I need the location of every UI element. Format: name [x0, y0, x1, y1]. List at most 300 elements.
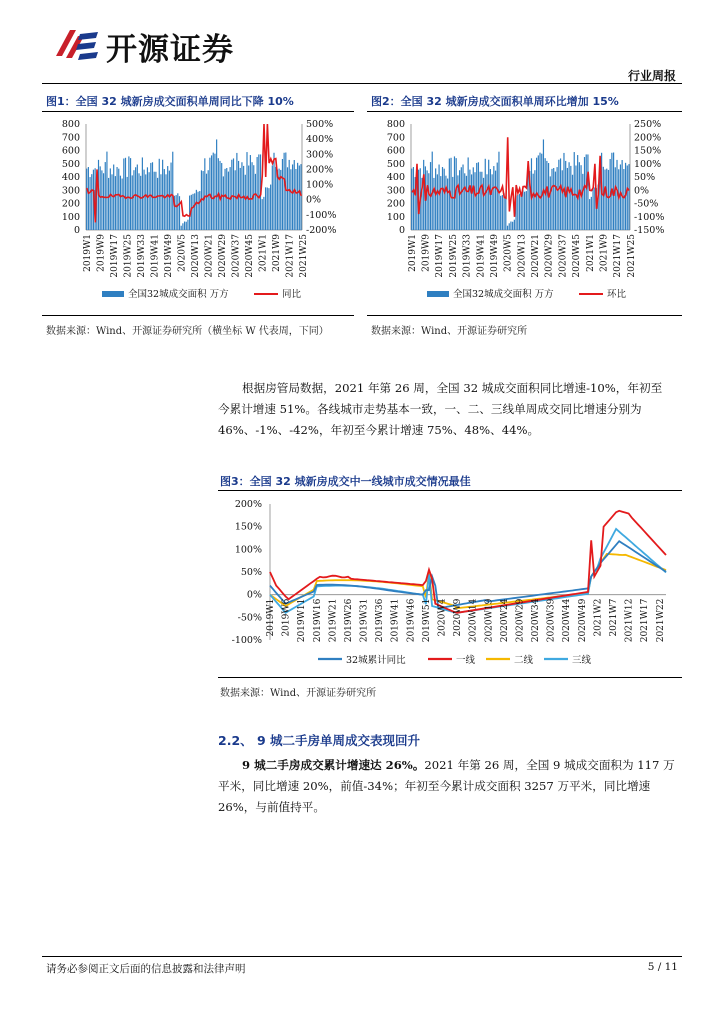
area-bar [88, 167, 89, 230]
x-tick-label: 2020W13 [517, 234, 528, 278]
left-tick-label: 600 [386, 145, 405, 157]
area-bar [272, 166, 273, 230]
legend-swatch-area [102, 291, 124, 297]
area-bar [196, 190, 197, 230]
x-tick-label: 2021W1 [585, 234, 596, 272]
area-bar [235, 170, 236, 230]
left-tick-label: 500 [386, 158, 405, 170]
right-tick-label: 300% [306, 149, 334, 161]
area-bar [584, 157, 585, 230]
figure1-bottom-rule [42, 315, 354, 316]
header-rule [42, 83, 682, 84]
area-bar [507, 226, 508, 230]
area-bar [246, 152, 247, 230]
area-bar [562, 170, 563, 230]
area-bar [164, 169, 165, 230]
area-bar [558, 160, 559, 230]
area-bar [543, 139, 544, 230]
area-bar [551, 169, 552, 230]
area-bar [223, 176, 224, 230]
x-tick-label: 2021W17 [285, 234, 296, 278]
legend-label: 三线 [572, 655, 592, 666]
area-bar [204, 158, 205, 230]
logo-mark-icon [50, 22, 102, 64]
series-line-first-tier [270, 511, 666, 613]
left-tick-label: 700 [61, 132, 80, 144]
area-bar [560, 158, 561, 230]
area-bar [182, 223, 183, 230]
legend-label-line: 环比 [607, 289, 627, 300]
area-bar [616, 160, 617, 230]
area-bar [442, 167, 443, 230]
area-bar [122, 179, 123, 230]
x-tick-label: 2019W49 [489, 234, 500, 278]
x-tick-label: 2021W22 [655, 598, 666, 643]
x-tick-label: 2020W5 [177, 234, 188, 272]
area-bar [116, 167, 117, 230]
x-tick-label: 2019W6 [281, 598, 292, 637]
area-bar [464, 173, 465, 230]
area-bar [199, 191, 200, 230]
area-bar [628, 164, 629, 230]
legend-label: 32城累计同比 [346, 655, 406, 666]
left-tick-label: 800 [61, 119, 80, 130]
area-bar [155, 172, 156, 230]
area-bar [130, 158, 131, 230]
area-bar [287, 167, 288, 230]
area-bar [592, 187, 593, 230]
x-tick-label: 2019W31 [359, 598, 370, 643]
area-bar [546, 161, 547, 230]
area-bar [241, 162, 242, 230]
area-bar [606, 169, 607, 230]
area-bar [603, 167, 604, 230]
x-tick-label: 2021W12 [624, 598, 635, 643]
area-bar [167, 166, 168, 230]
area-bar [213, 153, 214, 230]
area-bar [445, 176, 446, 230]
area-bar [428, 173, 429, 230]
area-bar [476, 163, 477, 230]
left-tick-label: 500 [61, 158, 80, 170]
area-bar [493, 166, 494, 230]
area-bar [250, 155, 251, 230]
area-bar [267, 188, 268, 230]
figure3-source: 数据来源：Wind、开源证券研究所 [220, 688, 377, 699]
left-tick-label: 400 [61, 172, 80, 183]
x-tick-label: 2019W49 [163, 234, 174, 278]
area-bar [423, 160, 424, 230]
area-bar [177, 193, 178, 230]
area-bar [86, 169, 87, 230]
x-tick-label: 2020W29 [217, 234, 228, 278]
right-tick-label: 150% [634, 145, 662, 157]
area-bar [226, 168, 227, 230]
x-tick-label: 2019W1 [266, 598, 276, 637]
legend-label: 二线 [514, 655, 534, 666]
area-bar [623, 169, 624, 230]
area-bar [120, 176, 121, 230]
area-bar [105, 162, 106, 230]
x-tick-label: 2021W1 [258, 234, 269, 272]
area-bar [133, 170, 134, 230]
area-bar [289, 160, 290, 230]
y-tick-label: -100% [231, 635, 262, 646]
area-bar [486, 174, 487, 230]
legend-label-area: 全国32城成交面积 万方 [453, 289, 554, 300]
area-bar [140, 176, 141, 230]
area-bar [497, 163, 498, 230]
y-tick-label: -50% [237, 612, 262, 624]
area-bar [510, 222, 511, 230]
right-tick-label: 200% [306, 164, 334, 176]
area-bar [137, 165, 138, 230]
area-bar [123, 158, 124, 230]
paragraph-line: 平米，同比增速 20%，前值-34%；年初至今累计成交面积 3257 万平米，同比增速 [218, 779, 651, 793]
x-tick-label: 2020W45 [244, 234, 255, 278]
area-bar [273, 153, 274, 230]
left-tick-label: 300 [386, 185, 405, 197]
area-bar [473, 167, 474, 230]
left-tick-label: 100 [386, 211, 405, 223]
paragraph-line: 2021 年第 26 周，全国 9 城成交面积为 117 万 [424, 758, 675, 772]
area-bar [138, 173, 139, 230]
area-bar [462, 165, 463, 230]
paragraph-line: 46%、-1%、-42%，年初至今累计增速 75%、48%、44%。 [218, 423, 540, 437]
paragraph-line: 今累计增速 51%。各线城市走势基本一致，一、二、三线单周成交同比增速分别为 [218, 402, 642, 416]
x-tick-label: 2019W9 [96, 234, 107, 272]
area-bar [514, 220, 515, 230]
area-bar [263, 197, 264, 230]
area-bar [268, 188, 269, 230]
legend-label-area: 全国32城成交面积 万方 [128, 289, 229, 300]
series-line-32-city-cumulative [270, 541, 666, 608]
x-tick-label: 2020W9 [453, 598, 464, 637]
area-bar [206, 174, 207, 230]
area-bar [575, 166, 576, 230]
area-bar [574, 152, 575, 230]
area-bar [292, 164, 293, 230]
x-tick-label: 2019W36 [375, 598, 386, 643]
area-bar [132, 175, 133, 230]
x-tick-label: 2020W49 [577, 598, 588, 643]
area-bar [488, 160, 489, 230]
area-bar [567, 168, 568, 230]
area-bar [608, 170, 609, 230]
area-bar [620, 164, 621, 230]
x-tick-label: 2019W26 [343, 598, 354, 643]
area-bar [587, 154, 588, 230]
x-tick-label: 2020W29 [515, 598, 526, 643]
area-bar [524, 192, 525, 230]
area-bar [570, 166, 571, 230]
legend-label: 一线 [456, 655, 476, 666]
x-tick-label: 2019W9 [421, 234, 432, 272]
area-bar [100, 166, 101, 230]
area-bar [447, 179, 448, 230]
x-tick-label: 2019W41 [150, 234, 161, 278]
area-bar [433, 178, 434, 230]
area-bar [295, 169, 296, 230]
left-tick-label: 800 [386, 119, 405, 130]
area-bar [469, 170, 470, 230]
area-bar [294, 160, 295, 230]
area-bar [468, 157, 469, 230]
area-bar [285, 152, 286, 230]
area-bar [135, 167, 136, 230]
figure1-chart [42, 116, 354, 312]
area-bar [589, 199, 590, 230]
area-bar [512, 222, 513, 230]
figure3-title: 图3：全国 32 城新房成交中一线城市成交情况最佳 [220, 475, 471, 488]
area-bar [270, 185, 271, 230]
area-bar [440, 176, 441, 230]
figure3-chart [218, 494, 682, 674]
area-bar [297, 163, 298, 230]
area-bar [519, 194, 520, 230]
section-title: 2.2、 9 城二手房单周成交表现回升 [218, 733, 421, 748]
area-bar [128, 156, 129, 230]
paragraph-line: 26%，与前值持平。 [218, 800, 325, 814]
area-bar [444, 169, 445, 230]
right-tick-label: -150% [634, 225, 665, 236]
area-bar [490, 169, 491, 230]
area-bar [181, 226, 182, 230]
area-bar [106, 152, 107, 230]
x-tick-label: 2021W17 [613, 234, 624, 278]
area-bar [555, 172, 556, 230]
x-tick-label: 2019W16 [312, 598, 323, 643]
y-tick-label: 150% [234, 521, 262, 533]
y-tick-label: 200% [234, 499, 262, 510]
area-bar [255, 174, 256, 230]
x-tick-label: 2020W13 [190, 234, 201, 278]
area-bar [426, 170, 427, 230]
area-bar [165, 174, 166, 230]
area-bar [521, 193, 522, 230]
area-bar [214, 154, 215, 230]
area-bar [282, 159, 283, 230]
y-tick-label: 50% [240, 567, 262, 578]
page-number: 5 / 11 [647, 961, 678, 973]
x-tick-label: 2020W4 [437, 598, 448, 637]
x-tick-label: 2019W17 [435, 234, 446, 278]
right-tick-label: 400% [306, 134, 334, 146]
x-tick-label: 2020W21 [204, 234, 215, 278]
area-bar [572, 175, 573, 230]
area-bar [299, 165, 300, 230]
area-bar [533, 174, 534, 230]
area-bar [142, 157, 143, 230]
area-bar [258, 154, 259, 230]
area-bar [115, 176, 116, 230]
area-bar [478, 162, 479, 230]
area-bar [224, 169, 225, 230]
area-bar [522, 190, 523, 230]
x-tick-label: 2020W29 [544, 234, 555, 278]
area-bar [147, 167, 148, 230]
x-tick-label: 2020W24 [499, 598, 510, 643]
figure1-source: 数据来源：Wind、开源证券研究所（横坐标 W 代表周，下同） [46, 326, 329, 337]
right-tick-label: 200% [634, 132, 662, 144]
area-bar [240, 168, 241, 230]
area-bar [103, 173, 104, 230]
area-bar [480, 172, 481, 230]
x-tick-label: 2019W33 [462, 234, 473, 278]
company-name: 开源证券 [106, 32, 234, 68]
area-bar [192, 194, 193, 230]
x-tick-label: 2021W9 [599, 234, 610, 272]
x-tick-label: 2021W2 [593, 598, 604, 637]
area-bar [577, 155, 578, 230]
figure2-chart [367, 116, 682, 312]
area-bar [604, 170, 605, 230]
x-tick-label: 2019W41 [476, 234, 487, 278]
area-bar [216, 139, 217, 230]
area-bar [149, 172, 150, 230]
figure2-title: 图2：全国 32 城新房成交面积单周环比增加 15% [371, 95, 619, 108]
right-tick-label: 250% [634, 119, 662, 130]
figure1-title-rule [42, 111, 354, 112]
x-tick-label: 2019W1 [82, 234, 93, 272]
figure3-bottom-rule [218, 677, 682, 678]
x-tick-label: 2021W17 [640, 598, 651, 643]
area-bar [89, 177, 90, 230]
x-tick-label: 2020W45 [572, 234, 583, 278]
area-bar [211, 155, 212, 230]
area-bar [509, 223, 510, 230]
area-bar [627, 165, 628, 230]
area-bar [461, 167, 462, 230]
area-bar [503, 193, 504, 230]
right-tick-label: 0% [306, 194, 322, 206]
x-tick-label: 2019W21 [328, 598, 339, 643]
area-bar [228, 172, 229, 230]
right-tick-label: 0% [634, 185, 650, 197]
footer-rule [42, 956, 682, 957]
area-bar [118, 169, 119, 230]
x-tick-label: 2020W37 [231, 234, 242, 278]
area-bar [160, 174, 161, 230]
x-tick-label: 2021W25 [298, 234, 309, 278]
area-bar [162, 160, 163, 230]
area-bar [125, 158, 126, 230]
x-tick-label: 2019W11 [297, 598, 308, 643]
area-bar [538, 155, 539, 230]
area-bar [459, 170, 460, 230]
legend-swatch-area [427, 291, 449, 297]
x-tick-label: 2020W34 [531, 598, 542, 643]
area-bar [526, 191, 527, 230]
area-bar [438, 165, 439, 230]
figure1-title: 图1：全国 32 城新房成交面积单周同比下降 10% [46, 95, 294, 108]
area-bar [275, 167, 276, 230]
legend-label-line: 同比 [282, 289, 302, 300]
area-bar [471, 174, 472, 230]
right-tick-label: 100% [634, 158, 662, 170]
area-bar [91, 174, 92, 230]
area-bar [413, 167, 414, 230]
area-bar [208, 170, 209, 230]
area-bar [257, 157, 258, 230]
area-bar [172, 152, 173, 230]
area-bar [502, 195, 503, 230]
area-bar [265, 187, 266, 230]
right-tick-label: 50% [634, 172, 656, 183]
x-tick-label: 2021W9 [271, 234, 282, 272]
y-tick-label: 0% [246, 589, 262, 601]
x-tick-label: 2019W25 [448, 234, 459, 278]
x-tick-label: 2019W33 [136, 234, 147, 278]
area-bar [184, 222, 185, 230]
area-bar [492, 174, 493, 230]
x-tick-label: 2020W14 [468, 598, 479, 643]
x-tick-label: 2019W1 [407, 234, 418, 272]
area-bar [541, 154, 542, 230]
paragraph-9-cities [218, 755, 682, 818]
footer-disclaimer: 请务必参阅正文后面的信息披露和法律声明 [46, 963, 246, 975]
x-tick-label: 2021W25 [626, 234, 637, 278]
area-bar [495, 171, 496, 230]
left-tick-label: 400 [386, 172, 405, 183]
area-bar [466, 176, 467, 230]
figure2-bottom-rule [367, 315, 682, 316]
area-bar [145, 174, 146, 230]
area-bar [483, 178, 484, 230]
figure3-title-rule [218, 490, 682, 491]
left-tick-label: 600 [61, 145, 80, 157]
right-tick-label: -100% [634, 211, 665, 223]
right-tick-label: -100% [306, 209, 337, 221]
area-bar [187, 220, 188, 230]
x-tick-label: 2019W51 [421, 598, 432, 643]
area-bar [179, 196, 180, 230]
y-tick-label: 100% [234, 544, 262, 556]
left-tick-label: 300 [61, 185, 80, 197]
paragraph-line: 根据房管局数据，2021 年第 26 周，全国 32 城成交面积同比增速-10%，年初至 [242, 381, 663, 395]
area-bar [517, 195, 518, 230]
area-bar [186, 222, 187, 230]
area-bar [154, 172, 155, 230]
x-tick-label: 2020W39 [546, 598, 557, 643]
area-bar [474, 172, 475, 230]
area-bar [435, 168, 436, 230]
area-bar [594, 188, 595, 230]
x-tick-label: 2020W44 [562, 598, 573, 643]
area-bar [411, 169, 412, 230]
area-bar [290, 169, 291, 230]
right-tick-label: -200% [306, 225, 337, 236]
company-logo [50, 22, 102, 64]
area-bar [615, 167, 616, 230]
x-tick-label: 2019W17 [109, 234, 120, 278]
area-bar [591, 197, 592, 230]
x-tick-label: 2020W5 [503, 234, 514, 272]
paragraph-bold-lead: 9 城二手房成交累计增速达 26%。 [242, 758, 425, 772]
area-bar [262, 199, 263, 230]
report-type: 行业周报 [627, 69, 676, 83]
x-tick-label: 2020W37 [558, 234, 569, 278]
area-bar [143, 170, 144, 230]
left-tick-label: 100 [61, 211, 80, 223]
area-bar [111, 174, 112, 230]
x-tick-label: 2020W19 [484, 598, 495, 643]
x-tick-label: 2019W46 [406, 598, 417, 643]
left-tick-label: 200 [386, 198, 405, 210]
area-bar [236, 153, 237, 230]
area-bar [108, 178, 109, 230]
right-tick-label: 100% [306, 179, 334, 191]
